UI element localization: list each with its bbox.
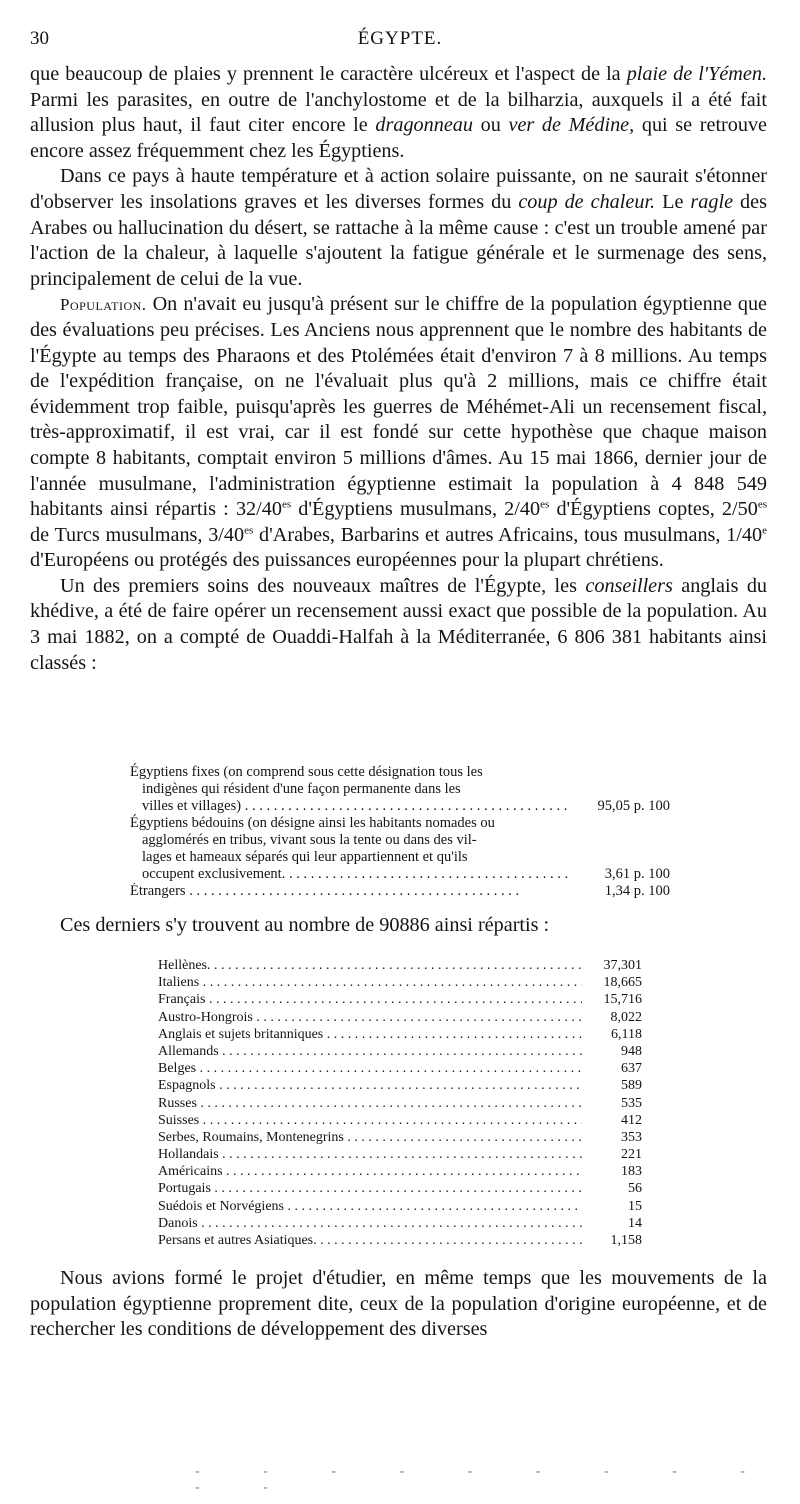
classification-lead: Égyptiens fixes (on comprend sous cette désignation tous les	[130, 764, 483, 780]
nationality-count: 18,665	[582, 974, 642, 991]
nationality-name-cell	[158, 1060, 588, 1077]
nationality-name: Austro-Hongrois	[158, 1009, 253, 1025]
nationality-row	[158, 1112, 642, 1129]
text-run: de Turcs musulmans, 3/40	[30, 523, 245, 546]
nationality-row	[158, 1129, 642, 1146]
text-run: d'Égyptiens musulmans, 2/40	[291, 498, 541, 521]
nationality-count: 56	[582, 1180, 642, 1197]
classification-continuation: agglomérés en tribus, vivant sous la tente ou dans des vil-	[142, 832, 477, 848]
nationality-name: Espagnols	[158, 1078, 216, 1094]
superscript: e	[762, 523, 767, 536]
nationality-name: Hellènes.	[158, 958, 211, 973]
classification-desc	[130, 815, 560, 883]
classification-row	[130, 764, 670, 815]
classification-value: 1,34 p. 100	[604, 883, 670, 899]
classification-value: 95,05 p. 100	[597, 798, 670, 814]
nationality-row	[158, 974, 642, 991]
nationality-row	[158, 1180, 642, 1197]
classification-last-line: Étrangers	[130, 883, 186, 899]
nationality-name-cell	[158, 1198, 588, 1215]
nationality-name-cell	[158, 974, 588, 991]
italic-term: dragonneau	[375, 114, 473, 137]
nationality-count: 14	[582, 1215, 642, 1232]
nationality-count: 221	[582, 1146, 642, 1163]
nationality-count: 1,158	[582, 1232, 642, 1249]
text-run: Un des premiers soins des nouveaux maîtres de l'Égypte, les	[60, 574, 586, 597]
nationality-name: Russes	[158, 1095, 197, 1111]
nationality-name-cell	[158, 1112, 588, 1129]
text-run: Le	[655, 190, 691, 213]
nationality-name: Belges	[158, 1061, 197, 1077]
text-run: ou	[472, 114, 509, 137]
nationality-row	[158, 1060, 642, 1077]
classification-last-line: occupent exclusivement.	[142, 866, 286, 882]
nationality-row	[158, 1146, 642, 1163]
leader-dots	[285, 866, 570, 882]
superscript: es	[757, 498, 767, 511]
text-run: des Arabes ou hallucination du désert, se rattache à la même cause : c'est un trouble amené par l'action de la chaleur, à laquelle s'ajoutent la fatigue générale et le surmenage des sens, principalement de celui de la vue.	[30, 190, 767, 290]
text-run: d'Égyptiens coptes, 2/50	[549, 498, 758, 521]
nationality-name-cell	[158, 1129, 588, 1146]
nationality-name: Danois	[158, 1215, 198, 1231]
text-run: anglais du khédive, a été de faire opérer un recensement aussi exact que possible de la population. Au 3 mai 1882, on a compté de Ouaddi-Halfah à la Méditerranée, 6 806 381 habitants ainsi classés :	[30, 574, 768, 674]
page-header	[30, 28, 770, 54]
final-paragraph: Nous avions formé le projet d'étudier, en même temps que les mouvements de la population égyptienne proprement dite, ceux de la population d'origine européenne, et de rechercher les conditions de développement des diverses	[30, 1267, 767, 1341]
nationality-row	[158, 957, 642, 974]
text-run: qui se retrouve encore assez fréquemment chez les Égyptiens.	[30, 114, 768, 162]
nationality-count: 15,716	[582, 991, 642, 1008]
leader-dots	[241, 798, 570, 814]
nationality-row	[158, 1026, 642, 1043]
page-number: 30	[30, 28, 49, 49]
nationality-name: Portugais	[158, 1181, 211, 1197]
nationality-name-cell	[158, 1146, 588, 1163]
nationality-name-cell	[158, 1043, 588, 1060]
paragraph-diseases	[30, 62, 767, 164]
paragraph-census	[30, 574, 767, 676]
nationality-row	[158, 1198, 642, 1215]
nationality-row	[158, 1077, 642, 1094]
nationality-name: Anglais et sujets britanniques	[158, 1026, 324, 1042]
foreigners-intro: Ces derniers s'y trouvent au nombre de 90886 ainsi répartis :	[60, 914, 550, 936]
italic-term: conseillers	[585, 574, 673, 597]
nationality-name: Suisses	[158, 1112, 200, 1128]
nationality-name-cell	[158, 1180, 588, 1197]
nationality-row	[158, 1232, 642, 1249]
nationality-count: 15	[582, 1198, 642, 1215]
text-run: que beaucoup de plaies y prennent le caractère ulcéreux et l'aspect de la	[30, 63, 627, 85]
nationality-name-cell	[158, 1077, 588, 1094]
paragraph-population	[30, 292, 767, 574]
nationality-name-cell	[158, 991, 588, 1008]
nationality-name: Français	[158, 992, 206, 1008]
nationality-name: Hollandais	[158, 1147, 219, 1163]
italic-term: coup de chaleur.	[518, 190, 656, 213]
classification-lead: Égyptiens bédouins (on désigne ainsi les habitants nomades ou	[130, 815, 495, 831]
superscript: es	[540, 498, 550, 511]
nationality-name: Suédois et Norvégiens	[158, 1198, 284, 1214]
classification-desc	[130, 883, 560, 900]
nationalities-table	[158, 957, 642, 1249]
nationality-row	[158, 1215, 642, 1232]
nationality-count: 948	[582, 1043, 642, 1060]
nationality-name: Italiens	[158, 975, 200, 991]
nationality-name-cell	[158, 1215, 588, 1232]
nationality-name-cell	[158, 1163, 588, 1180]
classification-continuation: indigènes qui résident d'une façon permanente dans les	[142, 781, 461, 797]
classification-value: 3,61 p. 100	[604, 866, 670, 882]
superscript: es	[281, 498, 292, 511]
nationality-name: Persans et autres Asiatiques.	[158, 1233, 317, 1248]
nationality-name-cell	[158, 1026, 588, 1043]
nationality-name: Allemands	[158, 1043, 219, 1059]
nationality-name: Serbes, Roumains, Montenegrins	[158, 1129, 344, 1145]
nationality-count: 6,118	[582, 1026, 642, 1043]
footer-marks: - - - - - - - - - - -	[195, 1464, 775, 1495]
nationality-row	[158, 991, 642, 1008]
nationality-count: 8,022	[582, 1009, 642, 1026]
population-classification-table	[130, 764, 670, 900]
nationality-name-cell	[158, 1095, 588, 1112]
nationality-name-cell	[158, 1232, 588, 1249]
italic-term: ragle	[690, 190, 734, 213]
nationality-name: Américains	[158, 1164, 223, 1180]
paragraph-heat	[30, 164, 767, 292]
text-run: d'Européens ou protégés des puissances européennes pour la plupart chrétiens.	[30, 549, 664, 572]
nationality-row	[158, 1163, 642, 1180]
text-run: d'Arabes, Barbarins et autres Africains, tous musulmans, 1/40	[253, 523, 763, 546]
classification-row	[130, 815, 670, 883]
nationality-row	[158, 1009, 642, 1026]
nationality-name-cell	[158, 957, 588, 974]
leader-dots	[186, 883, 520, 899]
superscript: es	[244, 523, 254, 536]
nationality-count: 637	[582, 1060, 642, 1077]
italic-term: ver de Médine,	[508, 114, 635, 137]
text-run: On n'avait eu jusqu'à présent sur le chiffre de la population égyptienne que des évaluations peu précises. Les Anciens nous apprennent que le nombre des habitants de l'Égypte au temps des Pharaons et des Ptolémées était d'environ 7 à 8 millions. Au temps de l'expédition française, on ne l'évaluait plus qu'à 2 millions, mais ce chiffre était évidemment trop faible, puisqu'après les guerres de Méhémet-Ali un recensement fiscal, très-approximatif, il est vrai, car il est fondé sur cette hypothèse que chaque maison compte 8 habitants, comptait environ 5 millions d'âmes. Au 15 mai 1866, dernier jour de l'année musulmane, l'administration égyptienne estimait la population à 4 848 549 habitants ainsi répartis : 32/40	[30, 293, 767, 521]
nationality-count: 353	[582, 1129, 642, 1146]
text-run: Dans ce pays à haute température et à action solaire puissante, on ne saurait s'étonner d'observer les insolations graves et les diverses formes du	[30, 165, 767, 213]
italic-term: plaie de l'Yémen.	[626, 63, 767, 85]
nationality-count: 412	[582, 1112, 642, 1129]
final-paragraph-wrap	[30, 1266, 767, 1343]
section-heading: Population.	[60, 295, 147, 315]
nationality-row	[158, 1095, 642, 1112]
body-text	[30, 62, 767, 676]
classification-row	[130, 883, 670, 900]
classification-continuation: lages et hameaux séparés qui leur appartiennent et qu'ils	[142, 849, 468, 865]
nationality-count: 183	[582, 1163, 642, 1180]
nationality-row	[158, 1043, 642, 1060]
nationality-count: 535	[582, 1095, 642, 1112]
classification-last-line: villes et villages)	[142, 798, 242, 814]
nationality-count: 37,301	[582, 957, 642, 974]
classification-desc	[130, 764, 560, 815]
nationality-count: 589	[582, 1077, 642, 1094]
text-run: Parmi les parasites, en outre de l'anchylostome et de la bilharzia, auxquels il a été fait allusion plus haut, il faut citer encore le	[30, 88, 767, 137]
nationality-name-cell	[158, 1009, 588, 1026]
running-title: ÉGYPTE.	[357, 28, 443, 49]
